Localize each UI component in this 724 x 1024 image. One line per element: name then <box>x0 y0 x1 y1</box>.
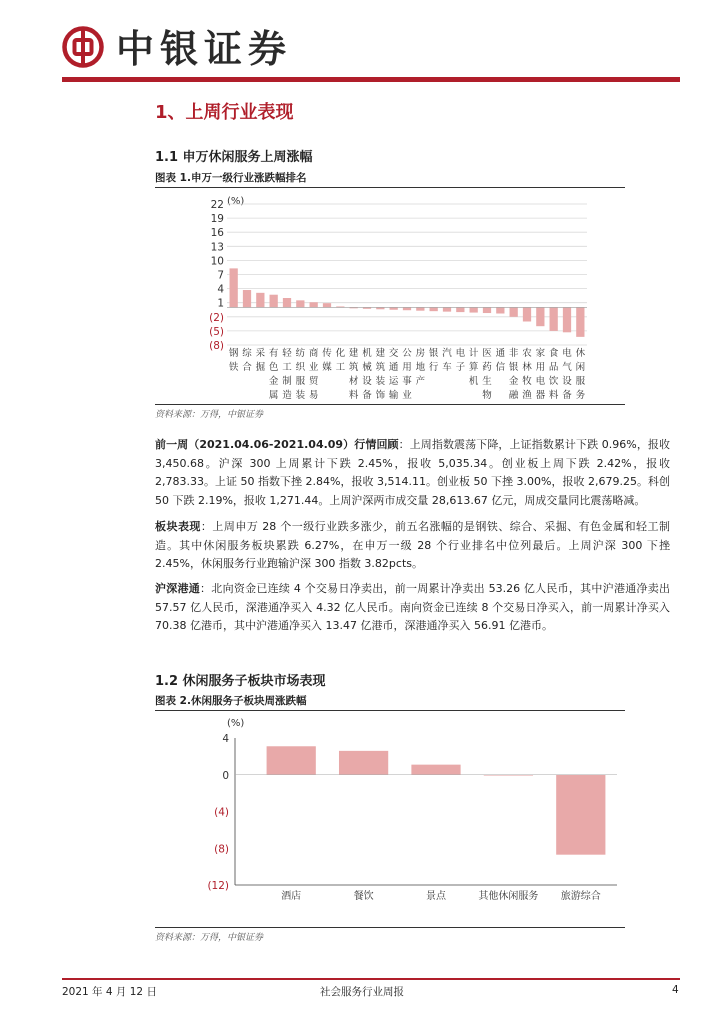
category-label: 农林牧渔 <box>522 348 532 401</box>
category-label: 建筑装饰 <box>375 348 386 401</box>
bar-交通运输 <box>390 307 398 309</box>
footer-rule <box>62 978 680 980</box>
figure-title-2: 图表 2.休闲服务子板块周涨跌幅 <box>155 695 307 707</box>
category-label: 食品饮料 <box>548 348 559 401</box>
bar-食品饮料 <box>550 307 558 331</box>
y-tick-label: 22 <box>210 199 224 211</box>
brand-name: 中银证券 <box>116 26 293 71</box>
bar-医药生物 <box>483 307 491 313</box>
footer-page-number: 4 <box>672 984 679 996</box>
bar-传媒 <box>323 303 331 307</box>
chart2-y-unit: (%) <box>227 718 245 729</box>
category-label: 计算机 <box>468 348 479 387</box>
footer-report-name: 社会服务行业周报 <box>320 986 404 998</box>
paragraph-label: 前一周（2021.04.06-2021.04.09）行情回顾 <box>155 438 399 451</box>
category-label: 房地产 <box>415 348 426 387</box>
figure-rule-1-bottom <box>155 404 625 405</box>
y-tick-label: (12) <box>207 880 229 892</box>
y-tick-label: 13 <box>210 241 224 254</box>
paragraph-sector-performance <box>155 518 670 574</box>
y-tick-label: 1 <box>217 297 224 310</box>
category-label: 传媒 <box>322 348 332 373</box>
category-label: 休闲服务 <box>575 348 586 401</box>
category-label: 化工 <box>335 348 346 373</box>
paragraph-text: ：上周指数震荡下降，上证指数累计下跌 0.96%，报收 3,450.68。沪深 300 上周累计下跌 2.45%，报收 5,035.34。创业板上周下跌 2.42%，报收 2,783.33。上证 50 指数下挫 2.84%，报收 3,514.11。创业板 50 下挫 3.00%，报收 2,679.25。科创 50 下跌 2.19%，报收 1,271.44。上周沪深两市成交量 28,613.67 亿元，周成交量同比震荡略减。 <box>155 438 670 507</box>
bar-电气设备 <box>563 307 571 332</box>
bar-家用电器 <box>536 307 544 326</box>
category-label: 轻工制造 <box>282 348 292 401</box>
category-label: 酒店 <box>281 891 302 902</box>
category-label: 其他休闲服务 <box>478 891 539 902</box>
bar-采掘 <box>256 293 264 308</box>
category-label: 医药生物 <box>482 348 492 401</box>
chart1-y-unit: (%) <box>227 196 245 207</box>
bar-综合 <box>243 290 251 307</box>
paragraph-text: ：上周申万 28 个一级行业跌多涨少，前五名涨幅的是钢铁、综合、采掘、有色金属和轻工制造。其中休闲服务板块累跌 6.27%，在申万一级 28 个行业排名中位列最后。上周沪深 300 下挫 2.45%，休闲服务行业跑输沪深 300 指数 3.82pcts。 <box>155 520 671 570</box>
bar-公用事业 <box>403 307 411 310</box>
category-label: 电子 <box>455 348 466 373</box>
figure-source-2: 资料来源：万得，中银证券 <box>155 933 264 943</box>
bar-计算机 <box>470 307 478 312</box>
bar-通信 <box>496 307 504 313</box>
y-tick-label: 16 <box>210 227 224 240</box>
category-label: 纺织服装 <box>295 348 306 401</box>
header-rule <box>62 77 680 82</box>
y-tick-label: 0 <box>222 769 229 782</box>
subsection-title-2: 1.2 休闲服务子板块市场表现 <box>155 674 326 689</box>
bar-非银金融 <box>510 307 518 316</box>
figure-rule-2-bottom <box>155 927 625 928</box>
leisure-subsector-chart <box>155 711 625 926</box>
y-tick-label: 7 <box>217 269 224 282</box>
category-label: 景点 <box>426 891 446 902</box>
bar-房地产 <box>416 307 424 310</box>
category-label: 银行 <box>428 348 439 373</box>
bar-休闲服务 <box>576 307 584 336</box>
category-label: 电气设备 <box>562 348 572 401</box>
paragraph-stock-connect <box>155 580 670 636</box>
y-tick-label: 10 <box>210 255 224 268</box>
bar-旅游综合 <box>556 775 605 855</box>
bar-农林牧渔 <box>523 307 531 321</box>
bar-酒店 <box>267 746 316 774</box>
industry-ranking-chart <box>155 188 625 403</box>
category-label: 钢铁 <box>228 348 239 373</box>
category-label: 商业贸易 <box>308 348 319 401</box>
category-label: 旅游综合 <box>560 891 601 902</box>
category-label: 采掘 <box>255 348 266 373</box>
bar-景点 <box>411 765 460 775</box>
category-label: 机械设备 <box>362 348 372 401</box>
bar-餐饮 <box>339 751 388 775</box>
category-label: 家用电器 <box>535 348 546 401</box>
y-tick-label: 4 <box>217 283 224 296</box>
category-label: 有色金属 <box>268 348 279 401</box>
bar-银行 <box>430 307 438 311</box>
bank-of-china-logo-icon <box>62 26 104 68</box>
category-label: 建筑材料 <box>348 348 359 401</box>
subsection-title-1: 1.1 申万休闲服务上周涨幅 <box>155 150 313 165</box>
category-label: 非银金融 <box>508 348 519 401</box>
category-label: 综合 <box>242 348 252 373</box>
bar-有色金属 <box>270 295 278 308</box>
y-tick-label: (8) <box>209 340 224 352</box>
category-label: 公用事业 <box>402 348 412 401</box>
figure-title-1: 图表 1.申万一级行业涨跌幅排名 <box>155 172 307 184</box>
paragraph-label: 沪深港通 <box>155 582 201 595</box>
y-tick-label: (5) <box>209 325 224 338</box>
category-label: 餐饮 <box>353 891 374 902</box>
paragraph-market-review <box>155 436 670 510</box>
bar-钢铁 <box>230 268 238 307</box>
bar-电子 <box>456 307 464 312</box>
category-label: 交通运输 <box>388 348 399 401</box>
figure-source-1: 资料来源：万得，中银证券 <box>155 410 264 420</box>
y-tick-label: (8) <box>214 843 229 856</box>
category-label: 汽车 <box>442 348 452 373</box>
bar-轻工制造 <box>283 298 291 307</box>
bar-汽车 <box>443 307 451 311</box>
y-tick-label: 19 <box>210 213 224 226</box>
bar-商业贸易 <box>310 302 318 307</box>
y-tick-label: (4) <box>214 806 229 819</box>
footer-date: 2021 年 4 月 12 日 <box>62 986 157 998</box>
category-label: 通信 <box>495 348 506 373</box>
section-title: 1、上周行业表现 <box>155 102 294 123</box>
paragraph-label: 板块表现 <box>155 520 201 533</box>
paragraph-text: ：北向资金已连续 4 个交易日净卖出，前一周累计净卖出 53.26 亿人民币，其中沪港通净卖出 57.57 亿人民币，深港通净买入 4.32 亿人民币。南向资金已连续 8 个交易日净买入，前一周累计净买入 70.38 亿港币，其中沪港通净买入 13.47 亿港币，深港通净买入 56.91 亿港币。 <box>155 582 670 632</box>
bar-纺织服装 <box>296 300 304 307</box>
y-tick-label: (2) <box>209 311 224 324</box>
y-tick-label: 4 <box>222 733 229 745</box>
